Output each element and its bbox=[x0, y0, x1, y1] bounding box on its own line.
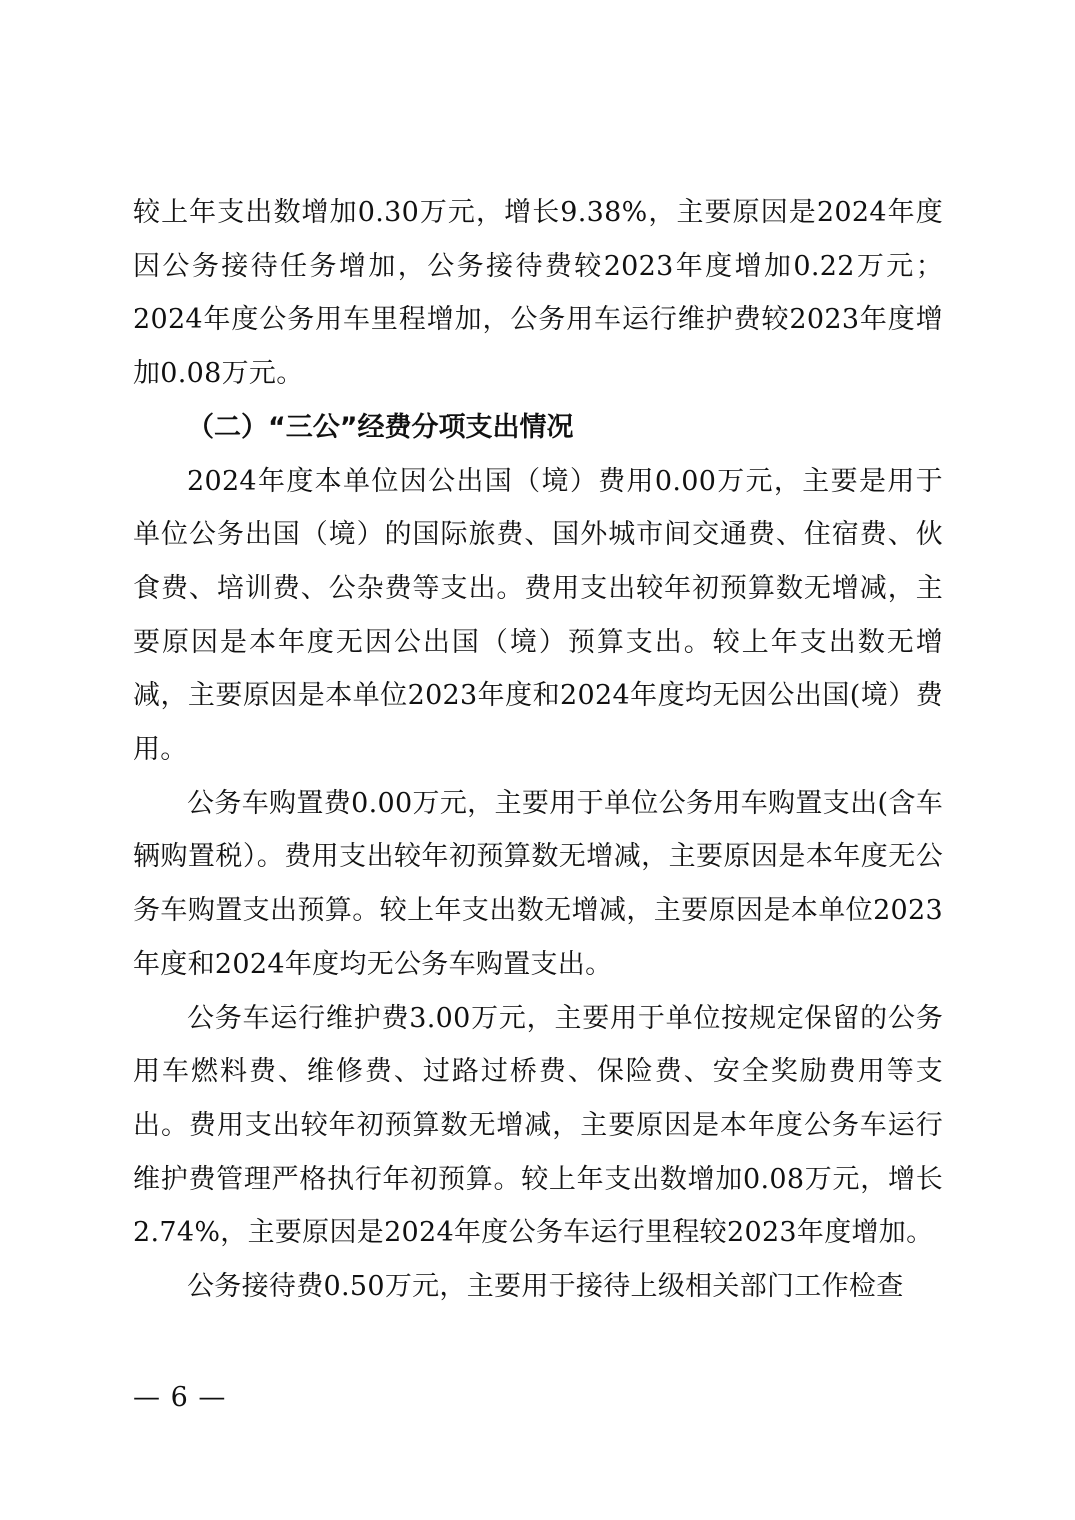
section-heading-three-public-expenses: （二）“三公”经费分项支出情况 bbox=[187, 411, 574, 443]
paragraph-expense-change-summary: 较上年支出数增加0.30万元，增长9.38%，主要原因是2024年度因公务接待任务增加，公务接待费较2023年度增加0.22万元；2024年度公务用车里程增加，公务用车运行维护费较2023年度增加0.08万元。 bbox=[133, 197, 943, 390]
paragraph-vehicle-maintenance-expense: 公务车运行维护费3.00万元，主要用于单位按规定保留的公务用车燃料费、维修费、过路过桥费、保险费、安全奖励费用等支出。费用支出较年初预算数无增减，主要原因是本年度公务车运行维护费管理严格执行年初预算。较上年支出数增加0.08万元，增长2.74%，主要原因是2024年度公务车运行里程较2023年度增加。 bbox=[133, 1002, 943, 1249]
paragraph-overseas-travel-expense: 2024年度本单位因公出国（境）费用0.00万元，主要是用于单位公务出国（境）的国际旅费、国外城市间交通费、住宿费、伙食费、培训费、公杂费等支出。费用支出较年初预算数无增减，主要原因是本年度无因公出国（境）预算支出。较上年支出数无增减，主要原因是本单位2023年度和2024年度均无因公出国(境）费用。 bbox=[133, 465, 943, 766]
paragraph-vehicle-purchase-expense: 公务车购置费0.00万元，主要用于单位公务用车购置支出(含车辆购置税）。费用支出较年初预算数无增减，主要原因是本年度无公务车购置支出预算。较上年支出数无增减，主要原因是本单位2023年度和2024年度均无公务车购置支出。 bbox=[133, 787, 943, 980]
paragraph-official-reception-expense: 公务接待费0.50万元，主要用于接待上级相关部门工作检查 bbox=[187, 1271, 904, 1303]
document-body bbox=[133, 186, 943, 1314]
page-number: — 6 — bbox=[133, 1382, 227, 1413]
